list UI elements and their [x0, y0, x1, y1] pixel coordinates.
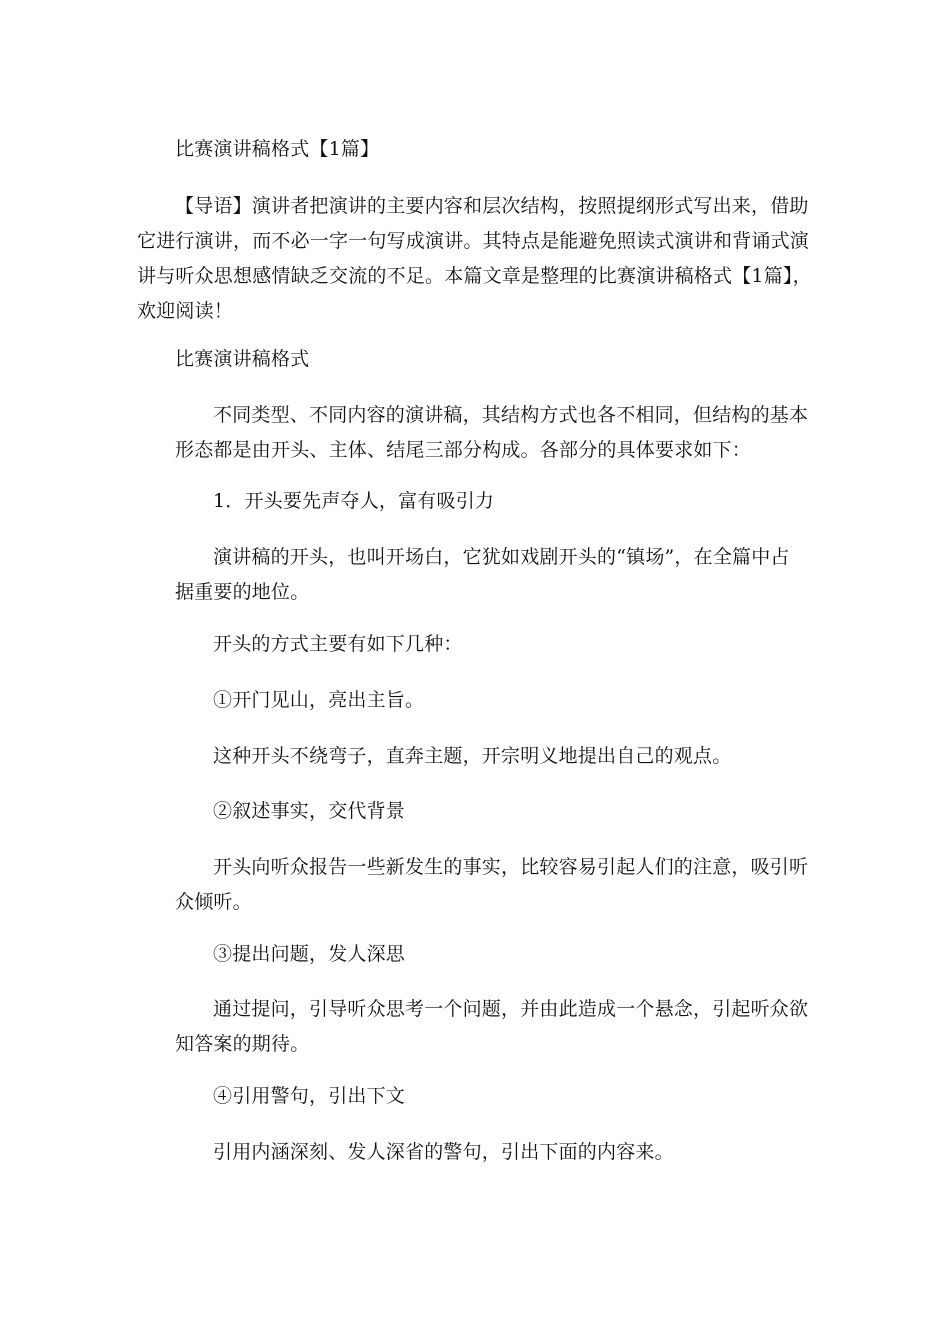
document-title: 比赛演讲稿格式【1篇】: [175, 138, 380, 160]
method-3-body-line-2: 知答案的期待。: [175, 1033, 310, 1055]
paragraph-2-line-2: 据重要的地位。: [175, 581, 310, 603]
section-subtitle: 比赛演讲稿格式: [175, 348, 310, 370]
method-1-title: ①开门见山，亮出主旨。: [213, 689, 425, 711]
method-2-body-line-2: 众倾听。: [175, 891, 252, 913]
method-1-body: 这种开头不绕弯子，直奔主题，开宗明义地提出自己的观点。: [213, 745, 732, 767]
intro-line-2: 它进行演讲，而不必一字一句写成演讲。其特点是能避免照读式演讲和背诵式演: [137, 230, 810, 252]
section-1-heading: 1．开头要先声夺人，富有吸引力: [213, 490, 495, 512]
method-2-body-line-1: 开头向听众报告一些新发生的事实，比较容易引起人们的注意，吸引听: [213, 856, 809, 878]
intro-line-3: 讲与听众思想感情缺乏交流的不足。本篇文章是整理的比赛演讲稿格式【1篇】，: [137, 265, 812, 287]
paragraph-1-line-1: 不同类型、不同内容的演讲稿，其结构方式也各不相同，但结构的基本: [213, 404, 809, 426]
method-3-body-line-1: 通过提问，引导听众思考一个问题，并由此造成一个悬念，引起听众欲: [213, 998, 809, 1020]
intro-line-4: 欢迎阅读！: [137, 300, 234, 322]
method-3-title: ③提出问题，发人深思: [213, 943, 406, 965]
paragraph-3: 开头的方式主要有如下几种：: [213, 633, 463, 655]
method-4-title: ④引用警句，引出下文: [213, 1085, 406, 1107]
method-2-title: ②叙述事实，交代背景: [213, 800, 406, 822]
paragraph-1-line-2: 形态都是由开头、主体、结尾三部分构成。各部分的具体要求如下：: [175, 439, 752, 461]
method-4-body: 引用内涵深刻、发人深省的警句，引出下面的内容来。: [213, 1141, 674, 1163]
intro-line-1: 【导语】演讲者把演讲的主要内容和层次结构，按照提纲形式写出来，借助: [175, 195, 809, 217]
paragraph-2-line-1: 演讲稿的开头，也叫开场白，它犹如戏剧开头的“镇场”，在全篇中占: [213, 546, 790, 568]
